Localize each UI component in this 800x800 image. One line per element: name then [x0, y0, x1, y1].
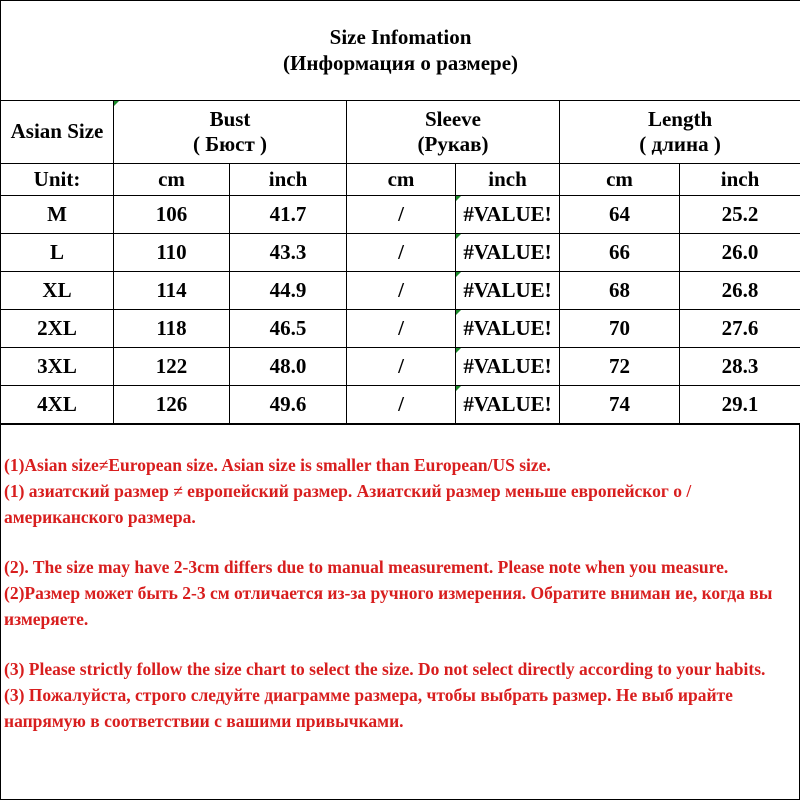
notes-section — [4, 452, 796, 734]
cell-marker — [456, 272, 461, 277]
length-inch: 26.8 — [680, 272, 800, 310]
sleeve-cm: / — [347, 348, 456, 386]
header-length-english: Length — [647, 106, 713, 131]
sleeve-inch — [456, 348, 560, 386]
bust-inch: 43.3 — [230, 234, 347, 272]
sleeve-inch-value: #VALUE! — [463, 201, 552, 226]
unit-sleeve-cm: cm — [347, 164, 456, 196]
cell-marker — [456, 310, 461, 315]
cell-marker — [456, 196, 461, 201]
sleeve-cm: / — [347, 196, 456, 234]
sleeve-inch — [456, 386, 560, 424]
sleeve-cm: / — [347, 310, 456, 348]
cell-marker — [114, 101, 119, 106]
note-spacer — [4, 632, 796, 656]
cell-marker — [456, 348, 461, 353]
bust-cm: 110 — [114, 234, 230, 272]
sleeve-cm: / — [347, 234, 456, 272]
title-cell — [1, 1, 800, 101]
header-row — [1, 101, 800, 164]
header-length — [560, 101, 800, 164]
bust-inch: 46.5 — [230, 310, 347, 348]
table-row — [1, 196, 800, 234]
unit-length-inch: inch — [680, 164, 800, 196]
table-row — [1, 348, 800, 386]
sleeve-inch-value: #VALUE! — [463, 277, 552, 302]
header-sleeve-english: Sleeve — [425, 106, 481, 131]
bust-cm: 122 — [114, 348, 230, 386]
title-english: Size Infomation — [329, 25, 472, 50]
header-asian-size: Asian Size — [1, 101, 114, 164]
sleeve-inch — [456, 310, 560, 348]
unit-bust-cm: cm — [114, 164, 230, 196]
length-cm: 72 — [560, 348, 680, 386]
length-cm: 64 — [560, 196, 680, 234]
sleeve-inch-value: #VALUE! — [463, 315, 552, 340]
length-cm: 74 — [560, 386, 680, 424]
sleeve-inch-value: #VALUE! — [463, 391, 552, 416]
header-sleeve — [347, 101, 560, 164]
table-row — [1, 386, 800, 424]
note-1-english: (1)Asian size≠European size. Asian size is smaller than European/US size. — [4, 455, 551, 475]
cell-marker — [456, 386, 461, 391]
length-inch: 27.6 — [680, 310, 800, 348]
header-bust — [114, 101, 347, 164]
header-bust-english: Bust — [209, 106, 251, 131]
bust-inch: 44.9 — [230, 272, 347, 310]
unit-label: Unit: — [1, 164, 114, 196]
cell-marker — [456, 234, 461, 239]
bust-cm: 126 — [114, 386, 230, 424]
size-label: 4XL — [1, 386, 114, 424]
sleeve-inch-value: #VALUE! — [463, 239, 552, 264]
sleeve-cm: / — [347, 272, 456, 310]
bust-inch: 48.0 — [230, 348, 347, 386]
table-row — [1, 310, 800, 348]
sleeve-inch — [456, 234, 560, 272]
length-inch: 25.2 — [680, 196, 800, 234]
length-inch: 26.0 — [680, 234, 800, 272]
header-bust-russian: ( Бюст ) — [192, 132, 268, 156]
length-inch: 28.3 — [680, 348, 800, 386]
note-3-english: (3) Please strictly follow the size chart to select the size. Do not select directly according to your habits. — [4, 659, 766, 679]
header-sleeve-russian: (Рукав) — [417, 132, 489, 156]
length-inch: 29.1 — [680, 386, 800, 424]
note-3-russian: (3) Пожалуйста, строго следуйте диаграмме размера, чтобы выбрать размер. Не выб ирайте напрямую в соответствии с вашими привычками. — [4, 685, 733, 731]
bust-inch: 41.7 — [230, 196, 347, 234]
note-2-english: (2). The size may have 2-3cm differs due to manual measurement. Please note when you measure. — [4, 557, 729, 577]
unit-row — [1, 164, 800, 196]
title-russian: (Информация о размере) — [283, 50, 519, 75]
unit-length-cm: cm — [560, 164, 680, 196]
sleeve-inch — [456, 272, 560, 310]
table-row — [1, 234, 800, 272]
unit-bust-inch: inch — [230, 164, 347, 196]
length-cm: 70 — [560, 310, 680, 348]
sleeve-inch — [456, 196, 560, 234]
unit-sleeve-inch: inch — [456, 164, 560, 196]
sleeve-cm: / — [347, 386, 456, 424]
header-length-russian: ( длина ) — [639, 132, 721, 156]
table-row — [1, 272, 800, 310]
bust-cm: 114 — [114, 272, 230, 310]
bust-cm: 106 — [114, 196, 230, 234]
note-spacer — [4, 530, 796, 554]
size-label: L — [1, 234, 114, 272]
size-label: 3XL — [1, 348, 114, 386]
sleeve-inch-value: #VALUE! — [463, 353, 552, 378]
bust-inch: 49.6 — [230, 386, 347, 424]
size-label: XL — [1, 272, 114, 310]
length-cm: 66 — [560, 234, 680, 272]
note-1-russian: (1) азиатский размер ≠ европейский размер. Азиатский размер меньше европейског о / американского размера. — [4, 481, 692, 527]
note-2-russian: (2)Размер может быть 2-3 см отличается из-за ручного измерения. Обратите вниман ие, когда вы измеряете. — [4, 583, 773, 629]
size-label: M — [1, 196, 114, 234]
length-cm: 68 — [560, 272, 680, 310]
size-label: 2XL — [1, 310, 114, 348]
bust-cm: 118 — [114, 310, 230, 348]
